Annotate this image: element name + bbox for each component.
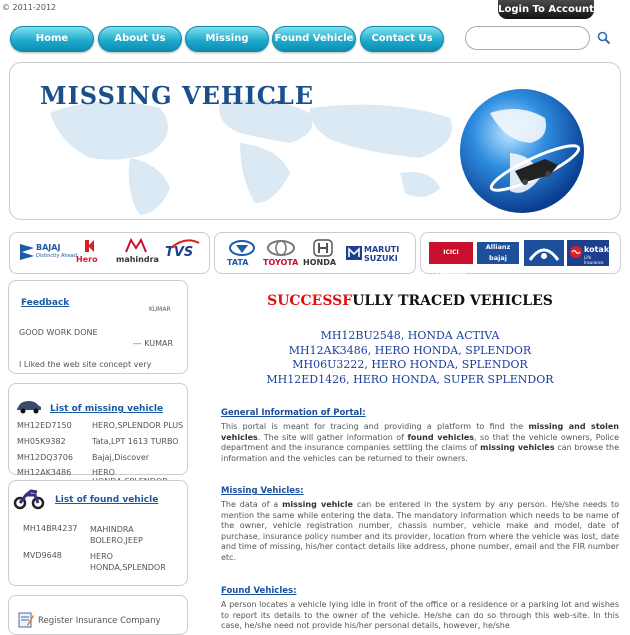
traced-vehicle: MH12AK3486, HERO HONDA, SPLENDOR [288, 343, 532, 357]
missing-model: HERO,SPLENDOR PLUS [92, 421, 184, 430]
hero-banner [9, 62, 621, 220]
copyright-text: © 2011-2012 [2, 3, 57, 12]
logo-bajaj-tagline: Distinctly Ahead [36, 253, 77, 259]
search-icon[interactable] [597, 31, 611, 45]
logo-allianz: Allianz [485, 243, 511, 251]
headline-rest: ULLY TRACED VEHICLES [352, 293, 553, 309]
found-reg[interactable]: MVD9648 [23, 551, 62, 560]
missing-reg[interactable]: MH12AK3486 [17, 468, 72, 477]
logo-mahindra: mahindra [116, 255, 159, 264]
feedback-link[interactable]: Feedback [21, 298, 70, 308]
logo-tvs: TVS [165, 245, 194, 260]
nav-missing-vehicle[interactable]: Missing [185, 26, 269, 52]
missing-list-box [8, 383, 188, 475]
logo-maruti: MARUTI [364, 245, 400, 254]
car-icon [15, 398, 43, 414]
nav-home[interactable]: Home [10, 26, 94, 52]
login-button[interactable]: Login To Account [498, 0, 594, 19]
missing-vehicles-title: Missing Vehicles: [221, 486, 304, 496]
found-vehicles-body: A person locates a vehicle lying idle in front of the office or a residence or a parking lot and wishes to report its details to the owner of the vehicle. He/she can do so through this web-site. In this case, he/she need not provide his/her personal details, however, he/she [221, 600, 619, 630]
missing-vehicles-body: The data of a missing vehicle can be entered in the system by any person. He/she needs to mention the same while entering the data. The mandatory information which needs to be name of the owner, vehicle registration number, chassis number, vehicle make and model, date of purchase, insurance policy number and its provider, location from where the vehicle was lost, date and time of missing, his/her contact details like address, phone number, email and the FIR number etc. [221, 500, 619, 562]
missing-model: HERO [92, 468, 115, 477]
kotak-infinity-icon [569, 245, 583, 259]
logo-kotak-sub: Life Insurance [584, 255, 604, 265]
tvs-swoosh-icon [170, 239, 200, 249]
traced-vehicle: MH06U3222, HERO HONDA, SPLENDOR [292, 358, 528, 371]
maruti-logo-icon [346, 246, 362, 260]
search-input[interactable] [465, 26, 590, 50]
feedback-box [8, 280, 188, 374]
logo-honda: HONDA [303, 258, 337, 267]
general-info-body: This portal is meant for tracing and providing a platform to find the missing and stolen vehicles. The site will gather information of found vehicles, so that the vehicle owners, Police department and the insurance companies settling the claims of missing vehicles can browse the information and the vehicles can be returned to their owners. [221, 422, 620, 463]
logo-hero: Hero [76, 255, 98, 264]
traced-vehicle: MH12BU2548, HONDA ACTIVA [320, 329, 500, 342]
register-box [8, 595, 188, 635]
logo-tata: TATA [227, 258, 249, 267]
logo-suzuki: SUZUKI [364, 254, 398, 263]
found-model: HERO HONDA,SPLENDOR [90, 552, 166, 572]
feedback-next-message: I Liked the web site concept very [19, 360, 152, 369]
mahindra-logo-icon [125, 238, 147, 254]
missing-reg[interactable]: MH12DQ3706 [17, 453, 73, 462]
toyota-logo-icon [267, 240, 295, 256]
kotak-logo [567, 240, 609, 266]
traced-vehicles-list [200, 329, 620, 387]
logo-strip-cars [214, 232, 416, 274]
logo-toyota: TOYOTA [263, 258, 299, 267]
nav-contact-us[interactable]: Contact Us [360, 26, 444, 52]
found-list-link[interactable]: List of found vehicle [55, 495, 159, 505]
general-info-title: General Information of Portal: [221, 408, 366, 418]
feedback-message: GOOD WORK DONE [19, 328, 98, 337]
found-reg[interactable]: MH14BR4237 [23, 524, 78, 533]
register-form-icon [17, 611, 35, 629]
lic-logo-icon [524, 240, 564, 266]
honda-logo-icon [313, 239, 333, 257]
feedback-cut-text: KUMAR [149, 306, 171, 313]
missing-model: Bajaj,Discover [92, 453, 150, 462]
nav-found-vehicle[interactable]: Found Vehicle [272, 26, 356, 52]
nav-about-us[interactable]: About Us [98, 26, 182, 52]
missing-reg[interactable]: MH12ED7150 [17, 421, 72, 430]
motorbike-icon [13, 489, 45, 509]
found-list-box [8, 480, 188, 586]
missing-list [17, 418, 187, 477]
register-insurance-link[interactable]: Register Insurance Company [38, 616, 161, 626]
logo-icici-lombard: ICICI Lombard [429, 242, 473, 264]
bajaj-logo-icon [18, 242, 36, 262]
found-vehicles-title: Found Vehicles: [221, 586, 297, 596]
feedback-author: --- KUMAR [133, 339, 174, 348]
logo-bajaj: BAJAJ [36, 243, 61, 252]
logo-kotak: kotak [584, 245, 610, 254]
missing-model: Tata,LPT 1613 TURBO [92, 437, 179, 446]
headline-highlight: SUCCESSF [267, 293, 353, 309]
banner-title: MISSING VEHICLE [40, 81, 315, 110]
logo-strip-insurance [420, 232, 621, 278]
traced-vehicle: MH12ED1426, HERO HONDA, SUPER SPLENDOR [266, 372, 554, 386]
logo-bajaj-insurance: bajaj [489, 254, 507, 262]
traced-headline [200, 293, 620, 309]
allianz-bajaj-logo [477, 242, 519, 264]
missing-reg[interactable]: MH05K9382 [17, 437, 66, 446]
hero-logo-icon [82, 239, 96, 253]
found-model: MAHINDRA BOLERO,JEEP [90, 525, 143, 545]
logo-strip-bikes [9, 232, 210, 274]
tata-logo-icon [229, 240, 255, 256]
missing-list-link[interactable]: List of missing vehicle [50, 404, 164, 414]
